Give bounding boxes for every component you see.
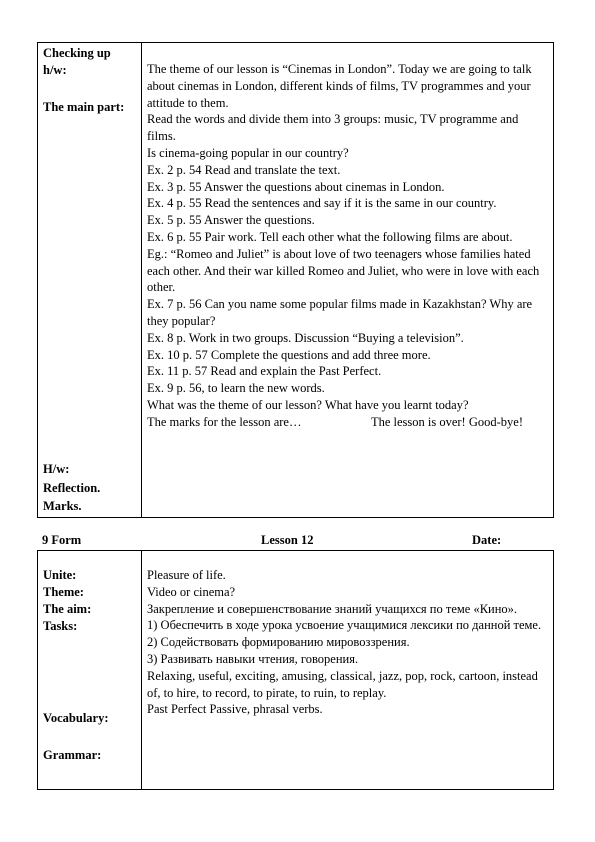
content-line: Read the words and divide them into 3 groups: music, TV programme and films.	[147, 112, 519, 144]
column-divider	[141, 43, 142, 517]
label-hw-short: h/w:	[43, 63, 67, 77]
content-line: What was the theme of our lesson? What have you learnt today?	[147, 397, 469, 412]
date-label: Date:	[472, 533, 502, 547]
label-grammar: Grammar:	[43, 748, 102, 762]
label-hw: H/w:	[43, 462, 70, 476]
content-line: Ex. 7 p. 56 Can you name some popular films made in Kazakhstan? Why are they popular?	[147, 297, 533, 328]
vocabulary-text: Relaxing, useful, exciting, amusing, classical, jazz, pop, rock, cartoon, instead of, to hire, to record, to pirate, to ruin, to replay.	[147, 668, 538, 700]
content-line: Ex. 3 p. 55 Answer the questions about cinemas in London.	[147, 179, 445, 194]
task-item: 2) Содействовать формированию мировоззрения.	[147, 635, 410, 650]
content-line: Eg.: “Romeo and Juliet” is about love of two teenagers whose families hated each other. And their war killed Romeo and Juliet, who were in love with each other.	[147, 246, 540, 295]
column-divider	[141, 551, 142, 789]
label-vocabulary: Vocabulary:	[43, 711, 109, 725]
content-line: Ex. 6 p. 55 Pair work. Tell each other what the following films are about.	[147, 229, 513, 244]
task-item: 3) Развивать навыки чтения, говорения.	[147, 651, 359, 666]
main-part-content	[147, 61, 547, 431]
content-line: Ex. 9 p. 56, to learn the new words.	[147, 381, 325, 396]
content-line: Ex. 8 p. Work in two groups. Discussion “Buying a television”.	[147, 330, 464, 345]
lesson-plan-table	[37, 42, 554, 518]
label-unite: Unite:	[43, 568, 77, 582]
content-line: Ex. 10 p. 57 Complete the questions and add three more.	[147, 347, 431, 362]
label-tasks: Tasks:	[43, 619, 78, 633]
content-line: Ex. 11 p. 57 Read and explain the Past Perfect.	[147, 364, 382, 379]
aim-text: Закрепление и совершенствование знаний учащихся по теме «Кино».	[147, 601, 518, 616]
grammar-text: Past Perfect Passive, phrasal verbs.	[147, 702, 323, 717]
closing-line	[147, 414, 547, 431]
label-checking-up: Checking up	[43, 46, 111, 60]
label-theme: Theme:	[43, 585, 84, 599]
form-label: 9 Form	[42, 533, 82, 547]
label-aim: The aim:	[43, 602, 92, 616]
content-line: Is cinema-going popular in our country?	[147, 145, 349, 160]
goodbye-text: The lesson is over! Good-bye!	[370, 414, 523, 429]
unite-text: Pleasure of life.	[147, 568, 226, 582]
label-reflection: Reflection.	[43, 481, 101, 495]
label-marks: Marks.	[43, 499, 82, 513]
lesson12-table	[37, 550, 554, 790]
lesson12-content	[147, 567, 547, 718]
content-line: Ex. 2 p. 54 Read and translate the text.	[147, 162, 341, 177]
theme-text: Video or cinema?	[147, 584, 236, 599]
content-line: Ex. 4 p. 55 Read the sentences and say if it is the same in our country.	[147, 196, 497, 211]
lesson-number: Lesson 12	[261, 533, 314, 547]
label-main-part: The main part:	[43, 100, 125, 114]
task-item: 1) Обеспечить в ходе урока усвоение учащимися лексики по данной теме.	[147, 618, 542, 633]
content-line: The theme of our lesson is “Cinemas in London”. Today we are going to talk about cinemas in London, different kinds of films, TV programmes and your attitude to them.	[147, 62, 532, 110]
content-line: Ex. 5 p. 55 Answer the questions.	[147, 213, 315, 228]
marks-text: The marks for the lesson are…	[147, 414, 302, 429]
